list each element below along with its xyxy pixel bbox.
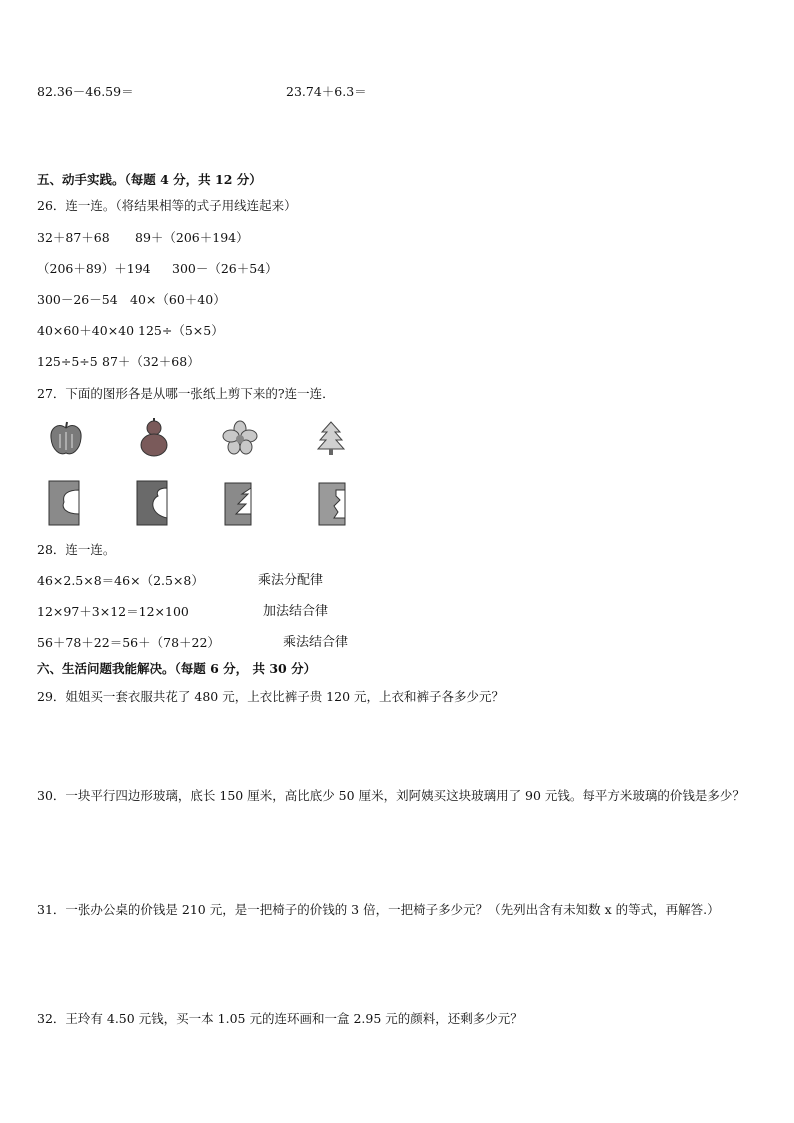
paper-cut-1-icon <box>48 480 80 526</box>
q28-law-1: 乘法分配律 <box>258 573 324 588</box>
paper-cut-3-icon <box>224 482 252 526</box>
q28-law-3: 乘法结合律 <box>283 635 349 650</box>
q26-right-5: 87＋（32＋68） <box>102 354 200 369</box>
q28-expr-1: 46×2.5×8＝46×（2.5×8） <box>37 573 204 588</box>
equation-23-74: 23.74＋6.3＝ <box>286 84 367 99</box>
gourd-icon <box>138 416 170 458</box>
section-6-heading: 六、生活问题我能解决。（每题 6 分， 共 30 分） <box>37 661 317 676</box>
q26-left-1: 32＋87＋68 <box>37 230 110 245</box>
section-5-heading: 五、动手实践。（每题 4 分，共 12 分） <box>37 172 262 187</box>
q26-title: 26．连一连。（将结果相等的式子用线连起来） <box>37 198 297 213</box>
paper-cut-2-icon <box>136 480 168 526</box>
q28-law-2: 加法结合律 <box>263 604 329 619</box>
question-29: 29．姐姐买一套衣服共花了 480 元，上衣比裤子贵 120 元，上衣和裤子各多少元？ <box>37 689 505 704</box>
q28-expr-2: 12×97＋3×12＝12×100 <box>37 604 189 619</box>
q26-right-4: 125÷（5×5） <box>138 323 224 338</box>
q26-right-1: 89＋（206＋194） <box>135 230 249 245</box>
equation-82-36: 82.36－46.59＝ <box>37 84 134 99</box>
q27-title: 27．下面的图形各是从哪一张纸上剪下来的?连一连． <box>37 386 335 401</box>
flower-icon <box>222 420 258 456</box>
q28-title: 28．连一连。 <box>37 542 116 557</box>
question-30: 30．一块平行四边形玻璃，底长 150 厘米，高比底少 50 厘米，刘阿姨买这块玻璃用了 90 元钱。每平方米玻璃的价钱是多少？ <box>37 788 745 803</box>
q26-left-2: （206＋89）＋194 <box>37 261 151 276</box>
q26-right-3: 40×（60＋40） <box>130 292 226 307</box>
apple-icon <box>48 420 84 458</box>
question-32: 32．王玲有 4.50 元钱，买一本 1.05 元的连环画和一盒 2.95 元的颜料，还剩多少元？ <box>37 1011 523 1026</box>
tree-icon <box>316 420 346 456</box>
q26-left-3: 300－26－54 <box>37 292 118 307</box>
q26-left-5: 125÷5÷5 <box>37 354 98 369</box>
paper-cut-4-icon <box>318 482 346 526</box>
q26-right-2: 300－（26＋54） <box>172 261 278 276</box>
question-31: 31．一张办公桌的价钱是 210 元，是一把椅子的价钱的 3 倍，一把椅子多少元？（先列出含有未知数 x 的等式，再解答.） <box>37 902 720 917</box>
q28-expr-3: 56＋78＋22＝56＋（78＋22） <box>37 635 220 650</box>
q26-left-4: 40×60＋40×40 <box>37 323 135 338</box>
